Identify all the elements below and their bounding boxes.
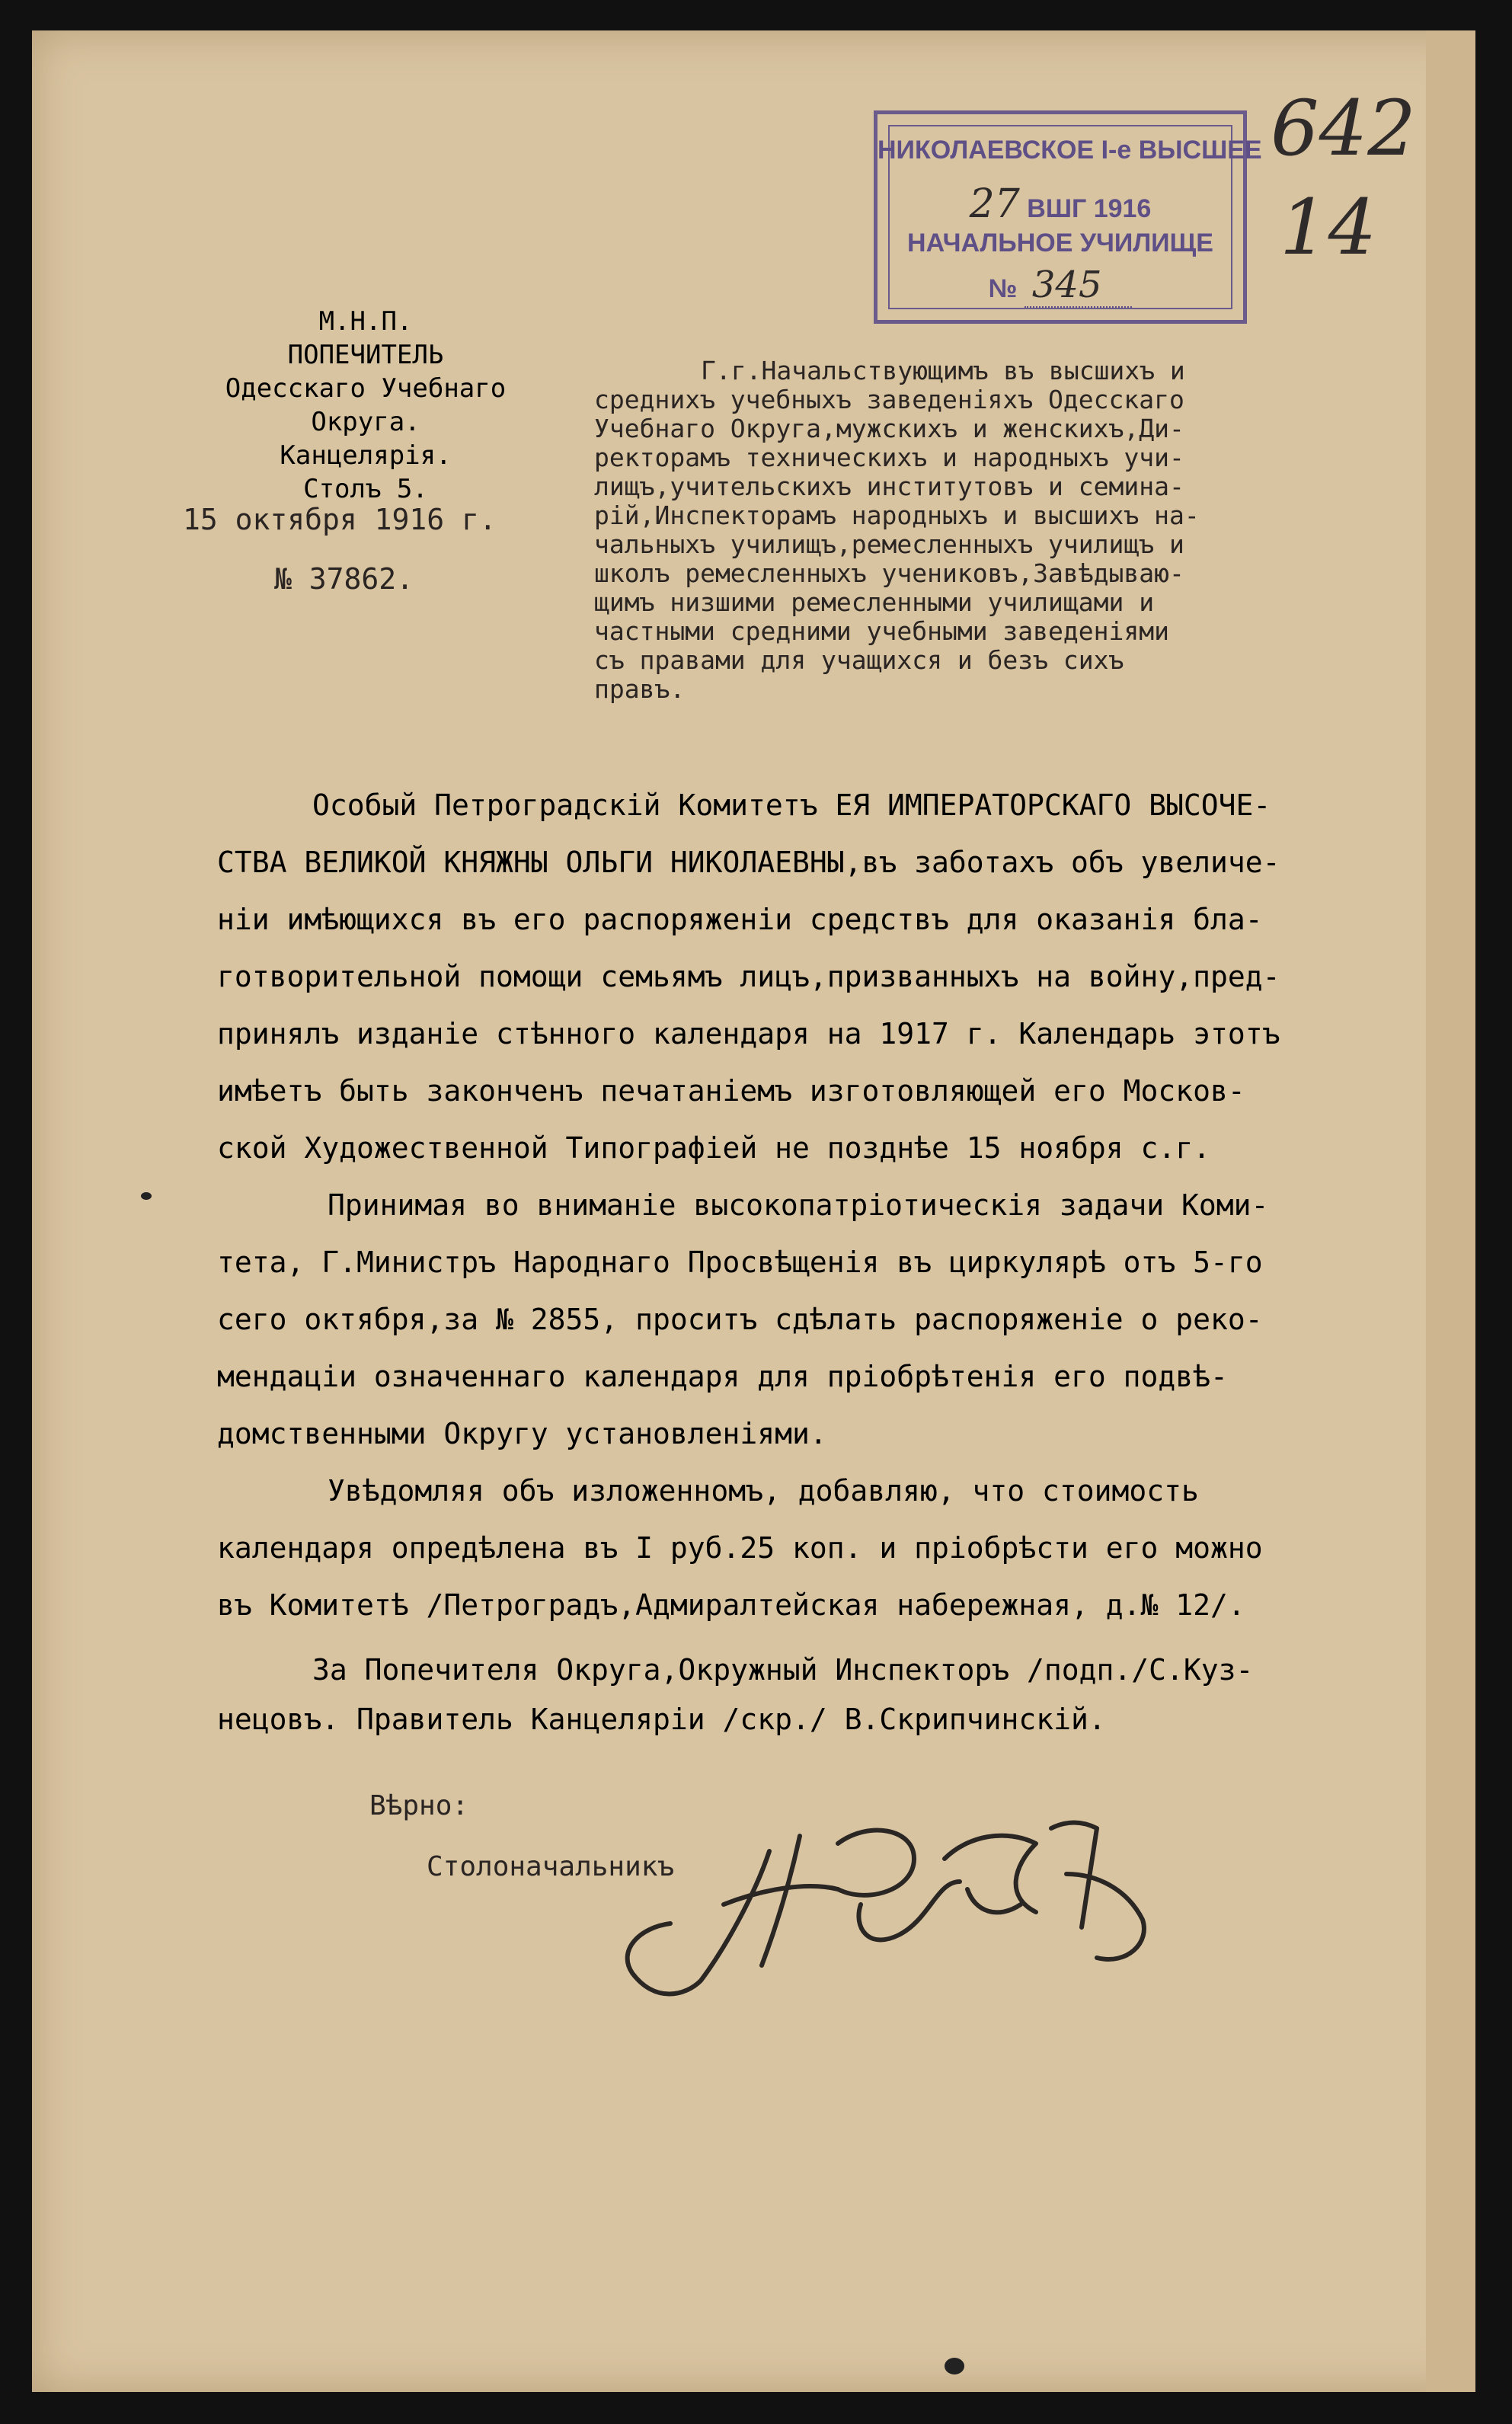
header-district: Одесскаго Учебнаго [225, 373, 507, 404]
registration-stamp [874, 110, 1262, 324]
addressee-line: съ правами для учащихся и безъ сихъ [594, 645, 1124, 675]
archive-number-bottom: 14 [1280, 183, 1377, 272]
ink-mark [141, 1192, 152, 1200]
body-line: Принимая во вниманіе высокопатріотическія задачи Коми- [328, 1188, 1269, 1222]
body-line: За Попечителя Округа,Окружный Инспекторъ /подп./С.Куз- [312, 1653, 1254, 1687]
body-line: ской Художественной Типографіей не позднѣе 15 ноября с.г. [217, 1131, 1211, 1165]
header-desk: Столъ 5. [303, 474, 428, 504]
addressee-line: чальныхъ училищъ,ремесленныхъ училищъ и [594, 529, 1184, 559]
body-line: въ Комитетѣ /Петроградъ,Адмиралтейская набережная, д.№ 12/. [217, 1588, 1245, 1622]
body-line: имѣетъ быть законченъ печатаніемъ изготовляющей его Москов- [217, 1074, 1245, 1108]
body-line: нецовъ. Правитель Канцеляріи /скр./ В.Скрипчинскій. [217, 1703, 1106, 1736]
document-number: № 37862. [274, 562, 414, 596]
closing-title: Столоначальникъ [427, 1851, 675, 1882]
addressee-line: среднихъ учебныхъ заведеніяхъ Одесскаго [594, 385, 1184, 414]
addressee-line: лищъ,учительскихъ институтовъ и семина- [594, 472, 1184, 501]
body-line: СТВА ВЕЛИКОЙ КНЯЖНЫ ОЛЬГИ НИКОЛАЕВНЫ,въ заботахъ объ увеличе- [217, 846, 1280, 879]
header-okrug: Округа. [311, 407, 420, 437]
body-line: мендаціи означеннаго календаря для пріобрѣтенія его подвѣ- [217, 1360, 1228, 1393]
addressee-line: ректорамъ техническихъ и народныхъ учи- [594, 443, 1184, 472]
closing-verno: Вѣрно: [369, 1790, 469, 1821]
body-line: сего октября,за № 2855, проситъ сдѣлать распоряженіе о реко- [217, 1303, 1263, 1336]
body-line: тета, Г.Министръ Народнаго Просвѣщенія въ циркулярѣ отъ 5-го [217, 1246, 1263, 1279]
stamp-number-prefix: № [988, 274, 1018, 303]
stamp-line-2 [877, 181, 1243, 227]
addressee-line: частными средними учебными заведеніями [594, 616, 1169, 646]
body-line: ніи имѣющихся въ его распоряженіи средствъ для оказанія бла- [217, 903, 1263, 936]
archive-number-top: 642 [1271, 84, 1416, 173]
binding-hole [945, 2358, 964, 2374]
body-line: принялъ изданіе стѣнного календаря на 1917 г. Календарь этотъ [217, 1017, 1280, 1051]
stamp-line-1: НИКОЛАЕВСКОЕ I-е ВЫСШЕЕ [877, 136, 1262, 165]
stamp-month-year: ВШГ 1916 [1027, 194, 1152, 223]
document-date: 15 октября 1916 г. [183, 503, 497, 536]
addressee-line: Г.г.Начальствующимъ въ высшихъ и [701, 356, 1185, 385]
body-line: домственными Округу установленіями. [217, 1417, 827, 1450]
addressee-line: щимъ низшими ремесленными училищами и [594, 587, 1155, 617]
body-line: готворительной помощи семьямъ лицъ,призванныхъ на войну,пред- [217, 960, 1280, 993]
addressee-line: рій,Инспекторамъ народныхъ и высшихъ на- [594, 500, 1200, 530]
addressee-line: Учебнаго Округа,мужскихъ и женскихъ,Ди- [594, 414, 1184, 443]
body-line: Особый Петроградскій Комитетъ ЕЯ ИМПЕРАТОРСКАГО ВЫСОЧЕ- [312, 788, 1271, 822]
addressee-line: правъ. [594, 674, 686, 704]
body-line: Увѣдомляя объ изложенномъ, добавляю, что стоимость [328, 1474, 1199, 1508]
header-block [152, 305, 579, 506]
paper-edge [1426, 30, 1475, 2392]
header-office: ПОПЕЧИТЕЛЬ [287, 340, 444, 370]
addressee-block [594, 357, 1371, 704]
stamp-line-4 [877, 264, 1243, 306]
signature-drawing [609, 1775, 1188, 2019]
addressee-line: школъ ремесленныхъ учениковъ,Завѣдываю- [594, 558, 1184, 588]
header-ministry: М.Н.П. [318, 306, 413, 337]
stamp-day: 27 [969, 181, 1020, 227]
body-line: календаря опредѣлена въ I руб.25 коп. и пріобрѣсти его можно [217, 1531, 1263, 1565]
stamp-number: 345 [1025, 264, 1133, 308]
stamp-line-3: НАЧАЛЬНОЕ УЧИЛИЩЕ [907, 229, 1213, 257]
header-chancery: Канцелярія. [280, 440, 452, 471]
